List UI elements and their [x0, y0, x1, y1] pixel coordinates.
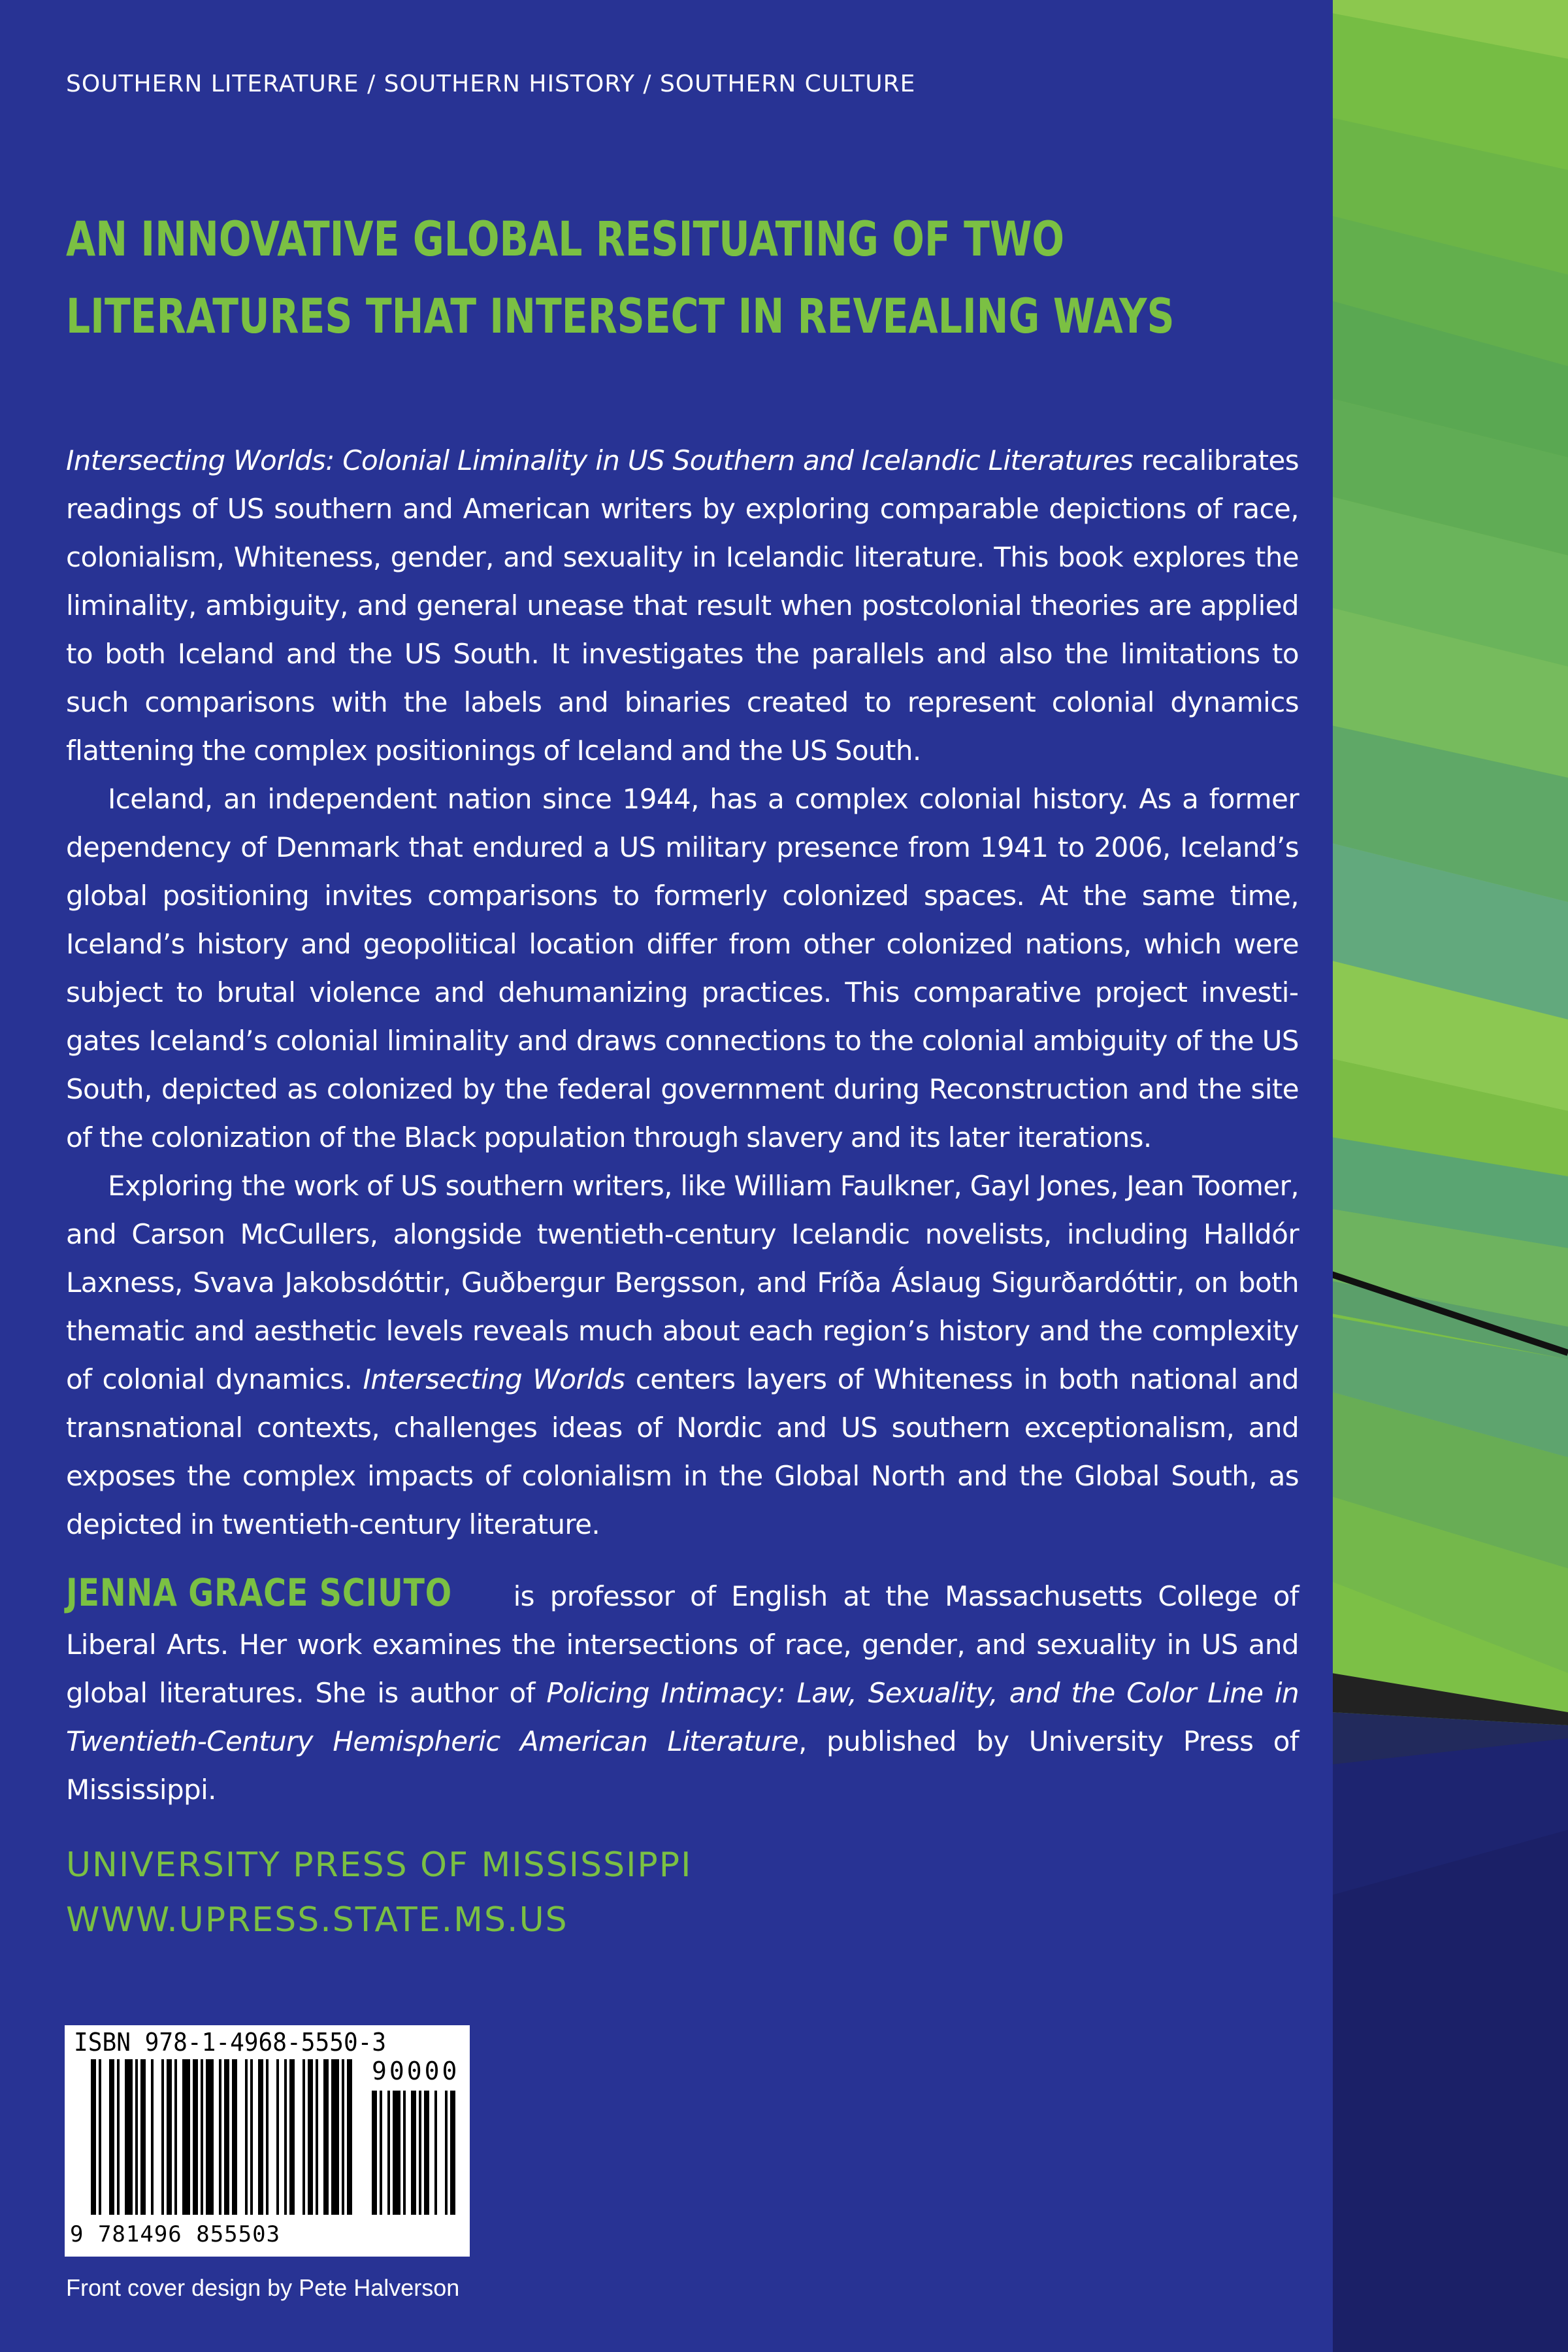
barcode-bar [206, 2059, 214, 2215]
description-paragraph-2: Iceland, an independent nation since 1944, has a complex colonial history. As a former dependency of Denmark that endured a US military presence from 1941 to 2006, Iceland’s global positioning invites comparisons to formerly colonized spaces. At the same time, Iceland’s history and geopolitical location differ from other colonized nations, which were subject to brutal violence and dehumanizing practices. This comparative project investigates Iceland’s colonial liminality and draws connections to the colonial ambiguity of the US South, depicted as colonized by the federal government during Reconstruction and the site of the colonization of the Black population through slavery and its later iterations. [66, 783, 1299, 1153]
description-paragraph-3 [66, 1162, 1299, 1549]
barcode-addon-bar [419, 2091, 421, 2215]
paragraph-3-text-after: centers layers of Whiteness in both national and transnational contexts, challenges ideas of Nordic and US southern exceptionalism, and exposes the complex impacts of colonialism in the Global North and the Global South, as depicted in twentieth-century literature. [66, 1363, 1299, 1540]
cover-design-credit: Front cover design by Pete Halverson [66, 2274, 460, 2301]
bio-text-before: is professor of English at the Massachusetts College of Liberal Arts. Her work examines the intersections of race, gender, and sexuality in US and global literatures. She is author of [66, 1580, 1299, 1709]
book-title: Intersecting Worlds: Colonial Liminality in US Southern and Icelandic Literatures [66, 444, 1134, 476]
publisher-website: WWW.UPRESS.STATE.MS.US [66, 1900, 568, 1940]
barcode-addon-bar [393, 2091, 400, 2215]
barcode-bar [342, 2059, 344, 2215]
barcode-bar [347, 2059, 352, 2215]
barcode-bar [289, 2059, 295, 2215]
barcode-addon-bar [387, 2091, 390, 2215]
series-subjects: SOUTHERN LITERATURE / SOUTHERN HISTORY / SOUTHERN CULTURE [66, 71, 916, 97]
barcode-bar [174, 2059, 177, 2215]
author-previous-book: Policing Intimacy: Law, Sexuality, and the Color Line in Twentieth-Century Hemispheric American Literature [66, 1677, 1299, 1757]
barcode-bar [284, 2059, 287, 2215]
paragraph-3-text-before: Exploring the work of US southern writers, like William Faulkner, Gayl Jones, Jean Toomer, and Carson McCullers, alongside twentieth-century Icelandic novelists, including Halldór Laxness, Svava Jakobsdóttir, Guðbergur Bergsson, and Fríða Áslaug Sigurðardóttir, on both thematic and aesthetic levels reveals much about each region’s history and the complexity of colonial dynamics. [66, 1170, 1299, 1395]
barcode-bar [140, 2059, 146, 2215]
barcode-bar [91, 2059, 96, 2215]
barcode-bar [99, 2059, 101, 2215]
barcode-bar [219, 2059, 221, 2215]
barcode-bar [276, 2059, 279, 2215]
headline-line-1: AN INNOVATIVE GLOBAL RESITUATING OF TWO [66, 212, 1065, 267]
barcode-bar [109, 2059, 114, 2215]
publisher-block [66, 1838, 692, 1947]
bio-text-after: , published by University Press of Mississippi. [66, 1725, 1299, 1806]
barcode-bar [125, 2059, 133, 2215]
barcode-bar [316, 2059, 318, 2215]
barcode-bar [266, 2059, 269, 2215]
barcode-addon-bar [434, 2091, 437, 2215]
barcode-bar [250, 2059, 253, 2215]
barcode-bar [308, 2059, 313, 2215]
headline [66, 201, 1175, 356]
book-title-short: Intersecting Worlds [363, 1363, 625, 1395]
author-name: JENNA GRACE SCIUTO [66, 1570, 453, 1615]
decorative-stripe-art [1331, 0, 1568, 2352]
publisher-name: UNIVERSITY PRESS OF MISSISSIPPI [66, 1846, 693, 1885]
barcode-bar [151, 2059, 154, 2215]
isbn-text: ISBN 978-1-4968-5550-3 [74, 2028, 387, 2057]
barcode-bar [182, 2059, 190, 2215]
barcode-addon-bar [424, 2091, 429, 2215]
barcode-bar [193, 2059, 198, 2215]
barcode-addon-bar [372, 2091, 377, 2215]
barcode-bar [245, 2059, 248, 2215]
price-code: 90000 [372, 2057, 460, 2085]
barcode-addon-bar [445, 2091, 448, 2215]
barcode-bar [258, 2059, 263, 2215]
barcode-addon-bar [411, 2091, 416, 2215]
barcode-bar [201, 2059, 203, 2215]
barcode-addon-bar [450, 2091, 455, 2215]
isbn-barcode [65, 2025, 470, 2257]
barcode-addon-bar [380, 2091, 382, 2215]
barcode-bar [302, 2059, 305, 2215]
description-paragraph-1 [66, 437, 1299, 775]
barcode-bar [323, 2059, 329, 2215]
author-bio [66, 1568, 1299, 1814]
book-description [66, 437, 1299, 1549]
barcode-bar [117, 2059, 120, 2215]
headline-line-2: LITERATURES THAT INTERSECT IN REVEALING WAYS [66, 289, 1175, 344]
barcode-bar [167, 2059, 172, 2215]
barcode-bar [135, 2059, 138, 2215]
barcode-addon-bar [403, 2091, 406, 2215]
barcode-bar [161, 2059, 164, 2215]
paragraph-1-text: recalibrates readings of US southern and American writers by exploring comparable depictions of race, colonialism, Whiteness, gender, and sexuality in Icelandic literature. This book explores the liminality, ambiguity, and general unease that result when postcolonial theories are applied to both Iceland and the US South. It investigates the parallels and also the limitations to such comparisons with the labels and binaries created to represent colonial dynamics flattening the complex positionings of Iceland and the US South. [66, 444, 1299, 767]
barcode-bar [331, 2059, 339, 2215]
barcode-bar [232, 2059, 237, 2215]
barcode-bar [224, 2059, 229, 2215]
ean-number: 9 781496 855503 [70, 2221, 281, 2247]
